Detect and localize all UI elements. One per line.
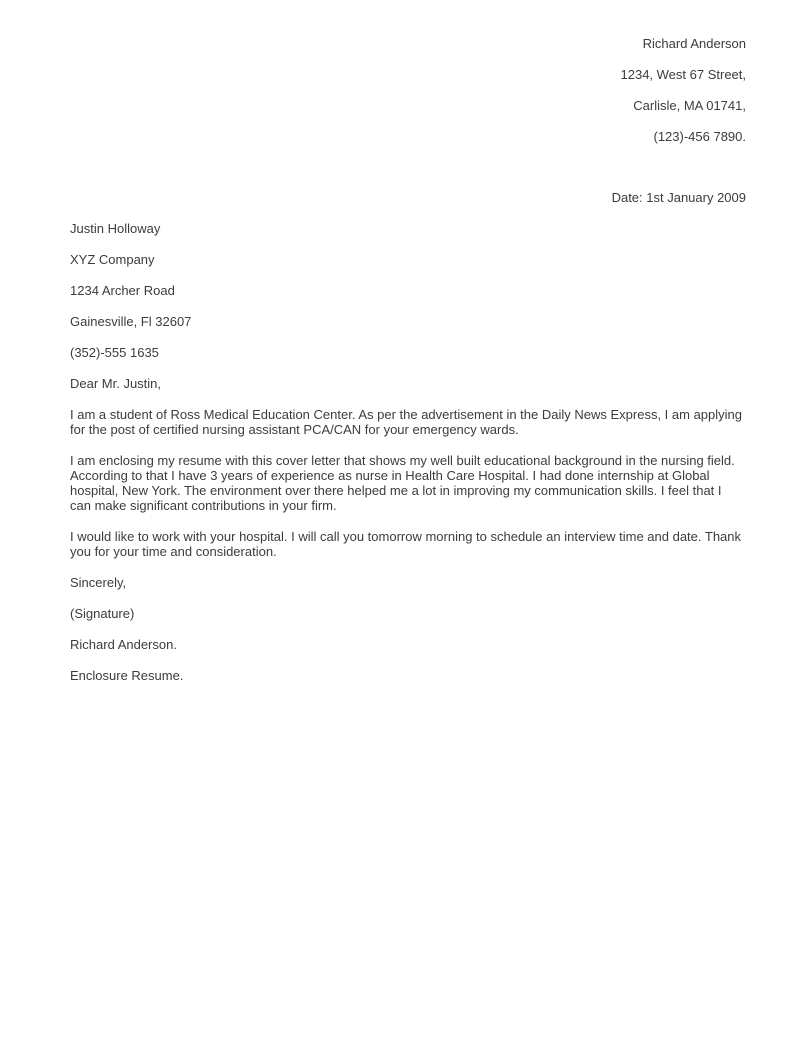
recipient-address-block [70,221,746,360]
sender-phone: (123)-456 7890. [653,129,746,144]
recipient-street: 1234 Archer Road [70,283,175,298]
sender-name: Richard Anderson [642,36,746,51]
recipient-city: Gainesville, Fl 32607 [70,314,192,329]
closing-sincerely: Sincerely, [70,575,127,590]
letter-body [70,407,746,559]
closing-enclosure: Enclosure Resume. [70,668,184,683]
recipient-company: XYZ Company [70,252,155,267]
date-line: Date: 1st January 2009 [611,190,746,205]
sender-address-block [70,36,746,144]
body-paragraph-1: I am a student of Ross Medical Education Center. As per the advertisement in the Daily News Express, I am applying for the post of certified nursing assistant PCA/CAN for your emergency wards. [70,407,742,437]
body-paragraph-2: I am enclosing my resume with this cover letter that shows my well built educational background in the nursing field. According to that I have 3 years of experience as nurse in Health Care Hospital. I had done internship at Global hospital, New York. The environment over there helped me a lot in improving my communication skills. I feel that I can make significant contributions in your firm. [70,453,735,513]
closing-signature: (Signature) [70,606,135,621]
body-paragraph-3: I would like to work with your hospital. I will call you tomorrow morning to schedule an interview time and date. Thank you for your time and consideration. [70,529,742,559]
sender-street: 1234, West 67 Street, [620,67,746,82]
recipient-phone: (352)-555 1635 [70,345,159,360]
closing-name: Richard Anderson. [70,637,177,652]
closing-block [70,575,746,683]
salutation: Dear Mr. Justin, [70,376,162,391]
recipient-name: Justin Holloway [70,221,161,236]
sender-city: Carlisle, MA 01741, [633,98,746,113]
